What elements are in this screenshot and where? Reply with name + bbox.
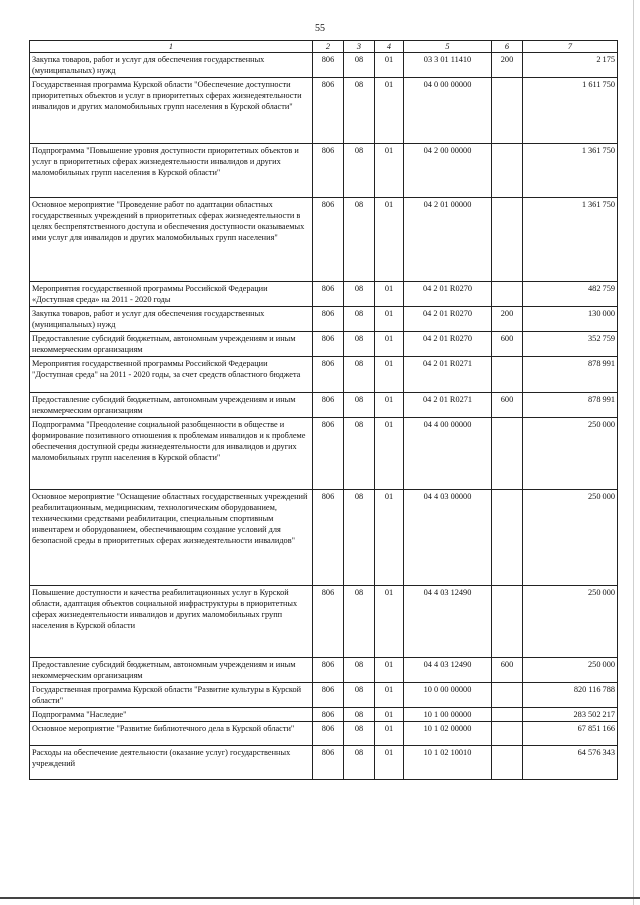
row-target-article: 04 2 00 00000 (404, 144, 492, 198)
row-amount: 878 991 (523, 357, 618, 393)
row-expense-type (492, 78, 523, 144)
row-subsection: 01 (375, 332, 404, 357)
row-expense-type (492, 282, 523, 307)
row-expense-type (492, 746, 523, 780)
row-subsection: 01 (375, 393, 404, 418)
row-name: Подпрограмма "Повышение уровня доступности приоритетных объектов и услуг в приоритетных сферах жизнедеятельности инвалидов и других маломобильных групп населения в Курской области" (30, 144, 313, 198)
row-subsection: 01 (375, 357, 404, 393)
row-section: 08 (344, 708, 375, 722)
row-ved: 806 (313, 708, 344, 722)
header-col-3: 3 (344, 41, 375, 53)
table-row (30, 708, 618, 722)
row-ved: 806 (313, 78, 344, 144)
row-amount: 1 361 750 (523, 144, 618, 198)
row-subsection: 01 (375, 53, 404, 78)
row-ved: 806 (313, 307, 344, 332)
row-section: 08 (344, 746, 375, 780)
row-expense-type (492, 418, 523, 490)
page-number: 55 (315, 23, 325, 34)
row-amount: 352 759 (523, 332, 618, 357)
row-expense-type (492, 198, 523, 282)
table-row (30, 307, 618, 332)
row-target-article: 04 2 01 00000 (404, 198, 492, 282)
row-ved: 806 (313, 722, 344, 746)
row-expense-type: 600 (492, 393, 523, 418)
row-name: Предоставление субсидий бюджетным, автономным учреждениям и иным некоммерческим организациям (30, 393, 313, 418)
row-ved: 806 (313, 418, 344, 490)
row-ved: 806 (313, 393, 344, 418)
row-subsection: 01 (375, 198, 404, 282)
row-section: 08 (344, 683, 375, 708)
row-section: 08 (344, 198, 375, 282)
row-target-article: 04 2 01 R0271 (404, 357, 492, 393)
row-name: Основное мероприятие "Оснащение областных государственных учреждений реабилитационным, медицинским, технологическим оборудованием, техническими средствами реабилитации, специальным спортивным инвентарем и оборудованием, обеспечивающим создание условий для безопасной среды в приоритетных сферах жизнедеятельности инвалидов" (30, 490, 313, 586)
table-row (30, 418, 618, 490)
row-amount: 130 000 (523, 307, 618, 332)
row-name: Основное мероприятие "Проведение работ по адаптации областных государственных учреждений в приоритетных сферах жизнедеятельности в целях беспрепятственного доступа и обеспечения доступности оказываемых ими услуг для инвалидов и других маломобильных групп населения" (30, 198, 313, 282)
row-amount: 64 576 343 (523, 746, 618, 780)
scan-edge-line (633, 0, 634, 905)
row-subsection: 01 (375, 683, 404, 708)
row-target-article: 10 1 00 00000 (404, 708, 492, 722)
row-subsection: 01 (375, 586, 404, 658)
row-expense-type (492, 144, 523, 198)
row-name: Основное мероприятие "Развитие библиотечного дела в Курской области" (30, 722, 313, 746)
row-section: 08 (344, 332, 375, 357)
table-row (30, 53, 618, 78)
row-expense-type (492, 722, 523, 746)
row-expense-type (492, 490, 523, 586)
row-section: 08 (344, 144, 375, 198)
row-target-article: 10 1 02 00000 (404, 722, 492, 746)
row-name: Государственная программа Курской области "Обеспечение доступности приоритетных объектов и услуг в приоритетных сферах жизнедеятельности инвалидов и других маломобильных групп населения в Курской области" (30, 78, 313, 144)
row-name: Предоставление субсидий бюджетным, автономным учреждениям и иным некоммерческим организациям (30, 332, 313, 357)
row-name: Расходы на обеспечение деятельности (оказание услуг) государственных учреждений (30, 746, 313, 780)
row-expense-type (492, 708, 523, 722)
row-name: Государственная программа Курской области "Развитие культуры в Курской области" (30, 683, 313, 708)
row-section: 08 (344, 393, 375, 418)
row-subsection: 01 (375, 722, 404, 746)
row-amount: 250 000 (523, 658, 618, 683)
row-section: 08 (344, 357, 375, 393)
row-ved: 806 (313, 282, 344, 307)
row-name: Мероприятия государственной программы Российской Федерации «Доступная среда» на 2011 - 2020 годы (30, 282, 313, 307)
header-col-4: 4 (375, 41, 404, 53)
row-target-article: 04 2 01 R0271 (404, 393, 492, 418)
row-section: 08 (344, 307, 375, 332)
row-target-article: 03 3 01 11410 (404, 53, 492, 78)
row-expense-type (492, 357, 523, 393)
row-section: 08 (344, 282, 375, 307)
table-header-row (30, 41, 618, 53)
row-section: 08 (344, 586, 375, 658)
row-ved: 806 (313, 144, 344, 198)
row-target-article: 04 4 00 00000 (404, 418, 492, 490)
row-subsection: 01 (375, 307, 404, 332)
row-amount: 1 611 750 (523, 78, 618, 144)
table-row (30, 683, 618, 708)
table-row (30, 746, 618, 780)
row-expense-type (492, 586, 523, 658)
row-target-article: 04 0 00 00000 (404, 78, 492, 144)
row-target-article: 10 1 02 10010 (404, 746, 492, 780)
table-row (30, 722, 618, 746)
row-expense-type: 600 (492, 658, 523, 683)
table-row (30, 586, 618, 658)
row-subsection: 01 (375, 282, 404, 307)
row-subsection: 01 (375, 658, 404, 683)
table-row (30, 198, 618, 282)
row-amount: 283 502 217 (523, 708, 618, 722)
row-name: Закупка товаров, работ и услуг для обеспечения государственных (муниципальных) нужд (30, 307, 313, 332)
row-target-article: 04 4 03 12490 (404, 586, 492, 658)
row-ved: 806 (313, 490, 344, 586)
row-ved: 806 (313, 746, 344, 780)
row-section: 08 (344, 722, 375, 746)
row-name: Подпрограмма "Наследие" (30, 708, 313, 722)
row-ved: 806 (313, 357, 344, 393)
row-target-article: 04 2 01 R0270 (404, 282, 492, 307)
row-ved: 806 (313, 332, 344, 357)
budget-table (29, 40, 618, 780)
row-subsection: 01 (375, 418, 404, 490)
row-target-article: 10 0 00 00000 (404, 683, 492, 708)
row-section: 08 (344, 658, 375, 683)
row-name: Предоставление субсидий бюджетным, автономным учреждениям и иным некоммерческим организациям (30, 658, 313, 683)
table-row (30, 78, 618, 144)
row-target-article: 04 2 01 R0270 (404, 307, 492, 332)
table-row (30, 282, 618, 307)
row-amount: 482 759 (523, 282, 618, 307)
row-name: Мероприятия государственной программы Российской Федерации "Доступная среда" на 2011 - 2020 годы, за счет средств областного бюджета (30, 357, 313, 393)
row-section: 08 (344, 418, 375, 490)
row-ved: 806 (313, 198, 344, 282)
row-expense-type: 600 (492, 332, 523, 357)
row-ved: 806 (313, 53, 344, 78)
header-col-7: 7 (523, 41, 618, 53)
row-amount: 820 116 788 (523, 683, 618, 708)
row-subsection: 01 (375, 144, 404, 198)
row-name: Закупка товаров, работ и услуг для обеспечения государственных (муниципальных) нужд (30, 53, 313, 78)
row-amount: 250 000 (523, 418, 618, 490)
row-ved: 806 (313, 683, 344, 708)
row-name: Подпрограмма "Преодоление социальной разобщенности в обществе и формирование позитивного отношения к проблемам инвалидов и к проблеме обеспечения доступной среды жизнедеятельности для инвалидов и других маломобильных групп населения в Курской области" (30, 418, 313, 490)
row-ved: 806 (313, 586, 344, 658)
header-col-1: 1 (30, 41, 313, 53)
row-name: Повышение доступности и качества реабилитационных услуг в Курской области, адаптация объектов социальной инфраструктуры в приоритетных сферах жизнедеятельности инвалидов и других маломобильных групп населения в Курской области (30, 586, 313, 658)
table-row (30, 357, 618, 393)
row-target-article: 04 4 03 00000 (404, 490, 492, 586)
row-expense-type: 200 (492, 307, 523, 332)
table-row (30, 332, 618, 357)
row-subsection: 01 (375, 78, 404, 144)
table-row (30, 144, 618, 198)
row-amount: 250 000 (523, 490, 618, 586)
scan-bottom-line (0, 897, 640, 899)
row-amount: 250 000 (523, 586, 618, 658)
row-section: 08 (344, 53, 375, 78)
row-amount: 2 175 (523, 53, 618, 78)
row-expense-type: 200 (492, 53, 523, 78)
header-col-5: 5 (404, 41, 492, 53)
header-col-2: 2 (313, 41, 344, 53)
row-amount: 878 991 (523, 393, 618, 418)
header-col-6: 6 (492, 41, 523, 53)
row-target-article: 04 4 03 12490 (404, 658, 492, 683)
row-amount: 1 361 750 (523, 198, 618, 282)
table-row (30, 658, 618, 683)
table-body (30, 53, 618, 780)
row-amount: 67 851 166 (523, 722, 618, 746)
row-section: 08 (344, 490, 375, 586)
row-subsection: 01 (375, 490, 404, 586)
row-subsection: 01 (375, 708, 404, 722)
row-section: 08 (344, 78, 375, 144)
table-row (30, 393, 618, 418)
row-ved: 806 (313, 658, 344, 683)
row-target-article: 04 2 01 R0270 (404, 332, 492, 357)
row-subsection: 01 (375, 746, 404, 780)
table-row (30, 490, 618, 586)
row-expense-type (492, 683, 523, 708)
